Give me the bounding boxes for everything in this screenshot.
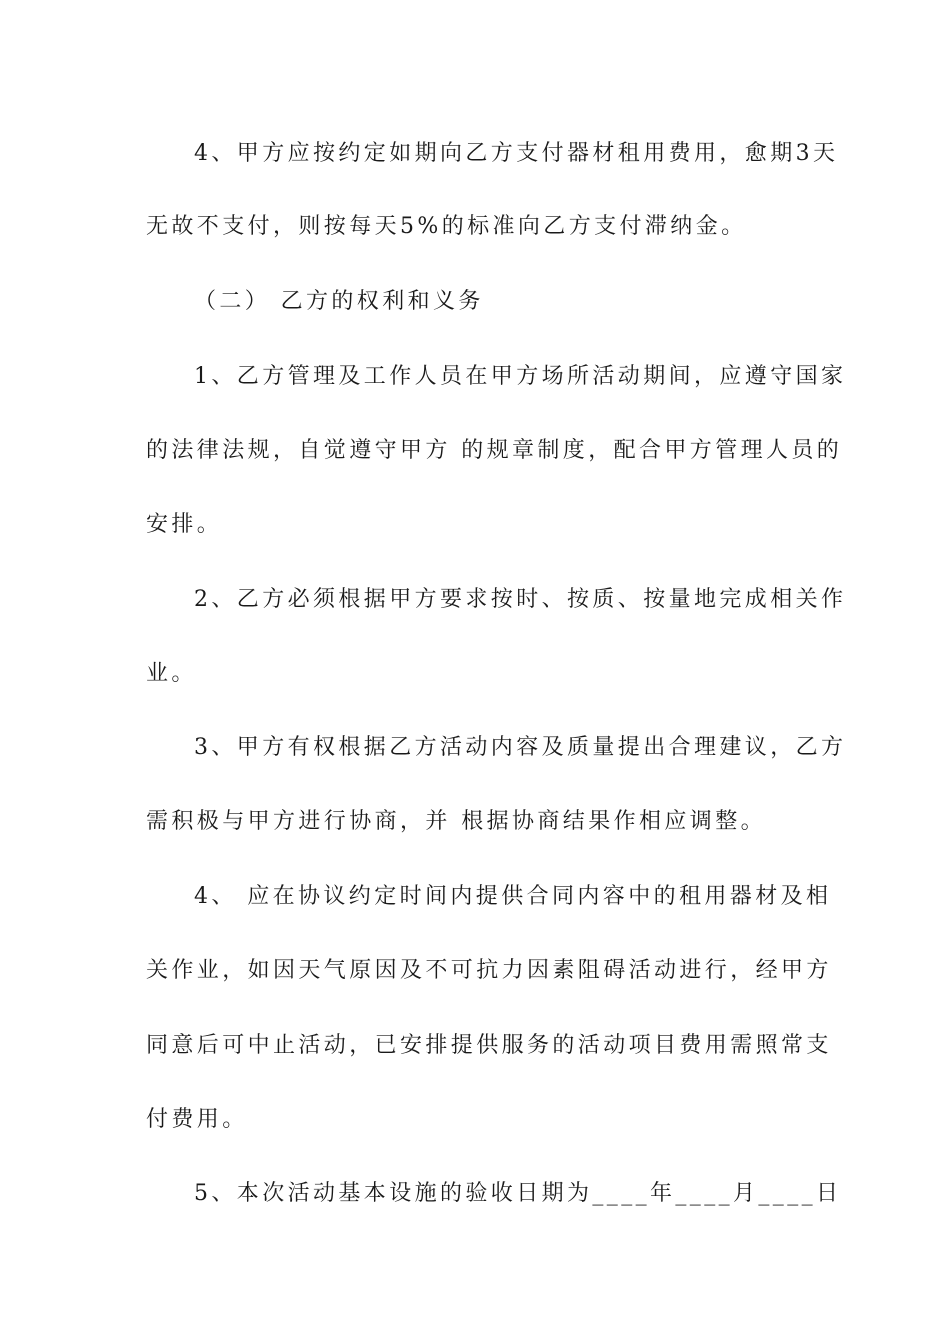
party-b-clause-4-line-3: 同意后可中止活动，已安排提供服务的活动项目费用需照常支 [146,1033,832,1058]
party-b-clause-3-line-1: 3、甲方有权根据乙方活动内容及质量提出合理建议，乙方 [194,735,847,760]
party-b-clause-5-line-1: 5、本次活动基本设施的验收日期为____年____月____日 [194,1181,842,1206]
party-b-clause-4-line-1: 4、 应在协议约定时间内提供合同内容中的租用器材及相 [194,884,832,909]
clause-4-line-1: 4、甲方应按约定如期向乙方支付器材租用费用，愈期3天 [194,141,839,166]
party-b-clause-1-line-2: 的法律法规，自觉遵守甲方 的规章制度，配合甲方管理人员的 [146,438,843,463]
party-b-clause-1-line-1: 1、乙方管理及工作人员在甲方场所活动期间，应遵守国家 [194,364,847,389]
party-b-clause-3-line-2: 需积极与甲方进行协商，并 根据协商结果作相应调整。 [146,809,766,834]
party-b-clause-2-line-2: 业。 [146,661,197,686]
party-b-clause-4-line-4: 付费用。 [146,1107,248,1132]
section-heading-party-b-rights: （二） 乙方的权利和义务 [194,289,484,314]
party-b-clause-4-line-2: 关作业，如因天气原因及不可抗力因素阻碍活动进行，经甲方 [146,958,832,983]
party-b-clause-2-line-1: 2、乙方必须根据甲方要求按时、按质、按量地完成相关作 [194,587,847,612]
clause-4-line-2: 无故不支付，则按每天5%的标准向乙方支付滞纳金。 [146,214,747,239]
party-b-clause-1-line-3: 安排。 [146,512,223,537]
